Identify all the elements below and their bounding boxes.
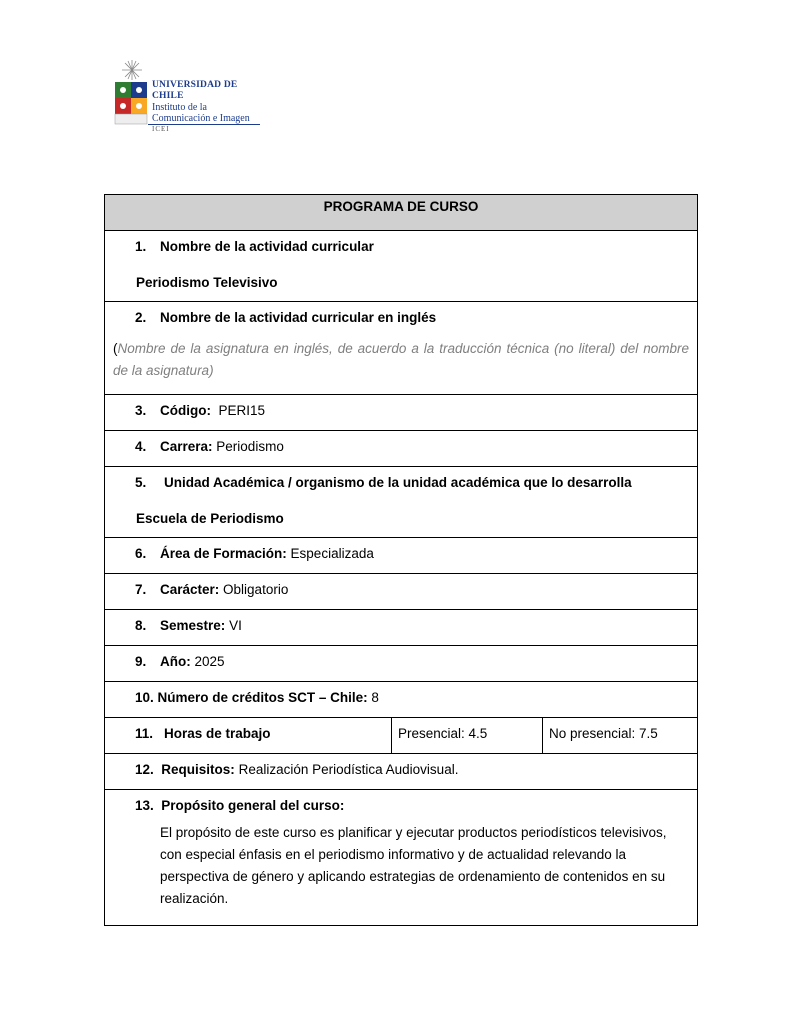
table-row: [105, 754, 698, 790]
hours-no-presencial-cell: [543, 718, 698, 754]
item-value: Escuela de Periodismo: [136, 511, 284, 526]
item-label: Código:: [160, 403, 211, 418]
table-row: [105, 395, 698, 431]
item-value: Realización Periodística Audiovisual.: [238, 762, 459, 777]
logo-institute-line2: Comunicación e Imagen: [152, 113, 250, 124]
item-number: 4.: [135, 439, 147, 454]
table-row: [105, 646, 698, 682]
table-row: [105, 538, 698, 574]
item-label: Nombre de la actividad curricular: [160, 239, 374, 254]
course-program-table: [104, 194, 698, 926]
item-number: 3.: [135, 403, 147, 418]
item-content: [160, 582, 288, 597]
item-number: 8.: [135, 618, 147, 633]
item-number: 6.: [135, 546, 147, 561]
item-content: [160, 546, 374, 561]
hours-presencial: Presencial: 4.5: [398, 726, 488, 741]
item-value: 2025: [194, 654, 225, 669]
item-content: [135, 762, 458, 777]
table-row: [105, 231, 698, 302]
table-row: [105, 610, 698, 646]
item-content: [160, 654, 225, 669]
item-content: [160, 403, 265, 418]
note-text: Nombre de la asignatura en inglés, de acuerdo a la traducción técnica (no literal) del nombre de la asignatura): [113, 341, 689, 378]
item-value: Obligatorio: [223, 582, 289, 597]
item-label: Área de Formación:: [160, 546, 287, 561]
course-purpose-text: El propósito de este curso es planificar y ejecutar productos periodísticos televisivos, con especial énfasis en el periodismo informativo y de actualidad relevando la perspectiva de género y aplicando estrategias de ordenamiento de contenidos en su realización.: [160, 825, 667, 906]
item-label: Unidad Académica / organismo de la unidad académica que lo desarrolla: [164, 475, 632, 490]
logo-university: UNIVERSIDAD DE CHILE: [152, 80, 238, 101]
note-paren: (: [113, 341, 118, 356]
table-row: [105, 467, 698, 538]
hours-no-presencial: No presencial: 7.5: [549, 726, 658, 741]
table-title: [105, 195, 698, 231]
english-name-note: [105, 332, 697, 382]
hours-presencial-cell: [392, 718, 543, 754]
table-row: [105, 790, 698, 926]
logo-acronym: ICEI: [152, 125, 170, 133]
item-label: Semestre:: [160, 618, 226, 633]
table-row: [105, 302, 698, 395]
item-label: Número de créditos SCT – Chile:: [157, 690, 368, 705]
item-number: 1.: [135, 239, 147, 254]
item-number: 13.: [135, 798, 154, 813]
logo-rule: [148, 124, 260, 125]
item-value: VI: [229, 618, 242, 633]
item-label: Carrera:: [160, 439, 213, 454]
item-number: 10.: [135, 690, 154, 705]
item-label: Carácter:: [160, 582, 220, 597]
item-label: Horas de trabajo: [164, 726, 271, 741]
item-value: Periodismo Televisivo: [136, 275, 278, 290]
item-content: [160, 439, 284, 454]
item-label: Propósito general del curso:: [161, 798, 345, 813]
logo-text: [152, 80, 262, 135]
university-logo: [112, 58, 262, 133]
table-row-hours: [105, 718, 392, 754]
item-content: [135, 690, 379, 705]
table-row: [105, 431, 698, 467]
item-value: Especializada: [290, 546, 374, 561]
item-label: Requisitos:: [161, 762, 235, 777]
item-number: 11.: [135, 726, 154, 741]
item-number: 9.: [135, 654, 147, 669]
table-row: [105, 682, 698, 718]
item-value: 8: [371, 690, 379, 705]
coat-of-arms-icon: [112, 58, 152, 128]
logo-institute-line1: Instituto de la: [152, 102, 207, 113]
table-row: [105, 574, 698, 610]
table-title-text: PROGRAMA DE CURSO: [323, 199, 479, 214]
item-label: Año:: [160, 654, 191, 669]
item-content: [160, 618, 242, 633]
item-label: Nombre de la actividad curricular en inglés: [160, 310, 437, 325]
item-number: 5.: [135, 475, 147, 490]
item-value: PERI15: [218, 403, 266, 418]
item-number: 12.: [135, 762, 154, 777]
item-number: 7.: [135, 582, 147, 597]
item-number: 2.: [135, 310, 147, 325]
item-value: Periodismo: [216, 439, 284, 454]
item-content: [135, 798, 344, 813]
